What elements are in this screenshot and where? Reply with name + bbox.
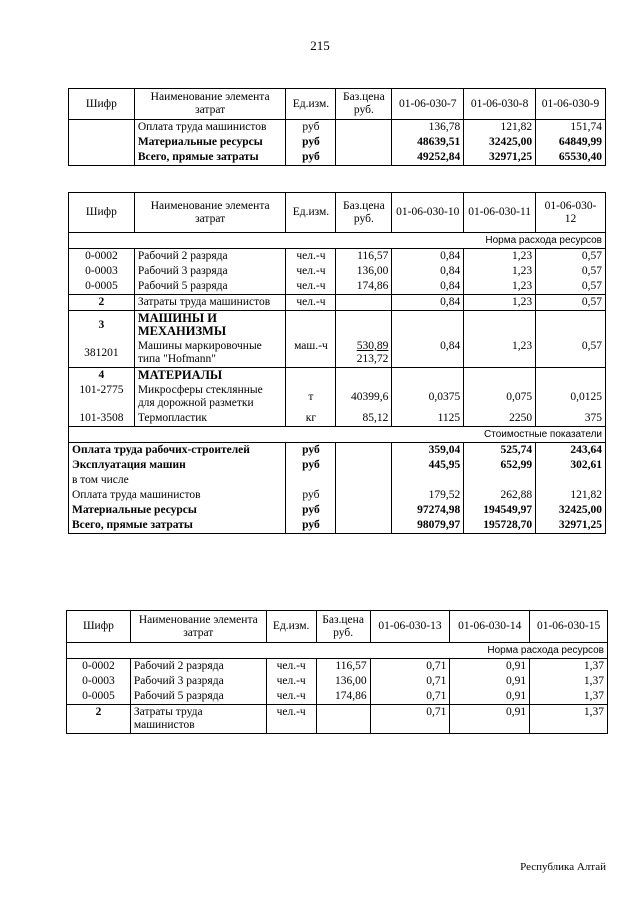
row-v1: 0,84 [392, 264, 464, 279]
row-v3: 1,37 [530, 674, 608, 689]
row-v1: 0,84 [392, 295, 464, 311]
row-base: 136,00 [316, 674, 370, 689]
row-v3: 375 [536, 411, 606, 427]
row-base-2: 213,72 [356, 353, 389, 365]
header-col2: 01-06-030-11 [464, 193, 536, 233]
row-v1: 0,71 [370, 659, 450, 675]
row-v1: 49252,84 [392, 150, 464, 166]
row-base: 40399,6 [336, 383, 392, 411]
row-v1: 179,52 [392, 488, 464, 503]
row-name: Оплата труда рабочих-строителей [69, 443, 286, 459]
row-v1: 97274,98 [392, 503, 464, 518]
row-unit: руб [286, 458, 336, 473]
norm-caption: Норма расхода ресурсов [67, 643, 608, 659]
section-title: МАШИНЫ И МЕХАНИЗМЫ [134, 311, 286, 340]
header-unit: Ед.изм. [266, 611, 316, 643]
row-base-1: 530,89 [356, 340, 389, 352]
row-v3: 32971,25 [536, 518, 606, 534]
row-v3: 0,57 [536, 279, 606, 295]
row-v2: 0,91 [450, 659, 530, 675]
row-name: Рабочий 2 разряда [134, 249, 286, 265]
row-name: Оплата труда машинистов [134, 120, 286, 136]
header-col2: 01-06-030-14 [450, 611, 530, 643]
row-base: 174,86 [336, 279, 392, 295]
row-v1: 359,04 [392, 443, 464, 459]
row-v2: 1,23 [464, 249, 536, 265]
row-name: Машины маркировочные типа "Hofmann" [134, 339, 286, 368]
header-base: Баз.цена руб. [316, 611, 370, 643]
row-name: Рабочий 3 разряда [134, 264, 286, 279]
row-name: Эксплуатация машин [69, 458, 286, 473]
section-title: МАТЕРИАЛЫ [134, 368, 286, 384]
row-name: Рабочий 5 разряда [130, 689, 266, 705]
row-base: 116,57 [316, 659, 370, 675]
row-unit: руб [286, 488, 336, 503]
row-v3: 65530,40 [536, 150, 606, 166]
row-v1: 0,84 [392, 339, 464, 368]
row-unit: руб [286, 135, 336, 150]
row-unit: чел.-ч [286, 249, 336, 265]
row-unit: чел.-ч [286, 279, 336, 295]
row-v3: 64849,99 [536, 135, 606, 150]
row-name: Оплата труда машинистов [69, 488, 286, 503]
row-unit: руб [286, 150, 336, 166]
header-col3: 01-06-030-12 [536, 193, 606, 233]
header-unit: Ед.изм. [286, 193, 336, 233]
row-v1: 0,71 [370, 674, 450, 689]
header-name: Наименование элемента затрат [130, 611, 266, 643]
row-name: Затраты труда машинистов [130, 705, 266, 734]
row-v3: 243,64 [536, 443, 606, 459]
row-unit: руб [286, 518, 336, 534]
header-col1: 01-06-030-13 [370, 611, 450, 643]
row-note: в том числе [69, 473, 286, 488]
row-code: 0-0002 [69, 249, 135, 265]
row-v3: 0,57 [536, 264, 606, 279]
row-v2: 1,23 [464, 339, 536, 368]
header-col1: 01-06-030-7 [392, 89, 464, 120]
row-name: Материальные ресурсы [69, 503, 286, 518]
row-v3: 0,57 [536, 339, 606, 368]
row-v2: 2250 [464, 411, 536, 427]
row-v1: 0,84 [392, 279, 464, 295]
row-base: 116,57 [336, 249, 392, 265]
row-v1: 0,71 [370, 689, 450, 705]
row-v2: 1,23 [464, 279, 536, 295]
row-code: 101-2775 [69, 383, 135, 411]
row-name: Рабочий 5 разряда [134, 279, 286, 295]
row-base: 85,12 [336, 411, 392, 427]
row-code: 0-0005 [69, 279, 135, 295]
row-v2: 0,91 [450, 689, 530, 705]
header-base: Баз.цена руб. [336, 193, 392, 233]
row-v3: 1,37 [530, 659, 608, 675]
row-v1: 0,71 [370, 705, 450, 734]
header-col3: 01-06-030-9 [536, 89, 606, 120]
row-unit: маш.-ч [286, 339, 336, 368]
row-v2: 0,91 [450, 705, 530, 734]
row-v2: 0,91 [450, 674, 530, 689]
row-v1: 98079,97 [392, 518, 464, 534]
row-v1: 48639,51 [392, 135, 464, 150]
row-name: Затраты труда машинистов [134, 295, 286, 311]
row-v1: 445,95 [392, 458, 464, 473]
header-col3: 01-06-030-15 [530, 611, 608, 643]
section-code: 3 [69, 311, 135, 340]
row-v2: 32425,00 [464, 135, 536, 150]
row-code: 2 [69, 295, 135, 311]
row-code: 0-0005 [67, 689, 131, 705]
row-v1: 0,84 [392, 249, 464, 265]
header-base: Баз.цена руб. [336, 89, 392, 120]
row-unit: т [286, 383, 336, 411]
header-name: Наименование элемента затрат [134, 193, 286, 233]
row-name: Рабочий 3 разряда [130, 674, 266, 689]
row-unit: чел.-ч [266, 659, 316, 675]
row-v3: 121,82 [536, 488, 606, 503]
row-v2: 525,74 [464, 443, 536, 459]
row-code: 381201 [69, 339, 135, 368]
row-code: 0-0003 [67, 674, 131, 689]
row-v2: 0,075 [464, 383, 536, 411]
row-name: Термопластик [134, 411, 286, 427]
row-name: Микросферы стеклянные для дорожной разметки [134, 383, 286, 411]
row-name: Всего, прямые затраты [134, 150, 286, 166]
header-name: Наименование элемента затрат [134, 89, 286, 120]
header-shifr: Шифр [69, 89, 135, 120]
row-unit: чел.-ч [286, 264, 336, 279]
row-v3: 0,57 [536, 249, 606, 265]
row-name: Всего, прямые затраты [69, 518, 286, 534]
row-unit: чел.-ч [286, 295, 336, 311]
row-v2: 1,23 [464, 264, 536, 279]
row-v3: 0,57 [536, 295, 606, 311]
header-shifr: Шифр [67, 611, 131, 643]
row-unit: кг [286, 411, 336, 427]
row-code: 2 [67, 705, 131, 734]
row-name: Материальные ресурсы [134, 135, 286, 150]
row-name: Рабочий 2 разряда [130, 659, 266, 675]
row-v2: 195728,70 [464, 518, 536, 534]
row-unit: руб [286, 503, 336, 518]
cost-caption: Стоимостные показатели [69, 427, 606, 443]
row-v1: 0,0375 [392, 383, 464, 411]
footer-region: Республика Алтай [520, 861, 606, 873]
row-v2: 32971,25 [464, 150, 536, 166]
header-col1: 01-06-030-10 [392, 193, 464, 233]
row-unit: руб [286, 443, 336, 459]
row-base: 174,86 [316, 689, 370, 705]
row-v2: 1,23 [464, 295, 536, 311]
section-code: 4 [69, 368, 135, 384]
row-v3: 1,37 [530, 689, 608, 705]
row-code: 0-0002 [67, 659, 131, 675]
page-number: 215 [310, 38, 330, 53]
row-v3: 1,37 [530, 705, 608, 734]
row-v3: 32425,00 [536, 503, 606, 518]
row-unit: чел.-ч [266, 705, 316, 734]
header-unit: Ед.изм. [286, 89, 336, 120]
row-unit: чел.-ч [266, 689, 316, 705]
row-v2: 262,88 [464, 488, 536, 503]
row-v3: 302,61 [536, 458, 606, 473]
row-v3: 151,74 [536, 120, 606, 136]
row-unit: руб [286, 120, 336, 136]
row-code: 101-3508 [69, 411, 135, 427]
header-col2: 01-06-030-8 [464, 89, 536, 120]
row-base: 136,00 [336, 264, 392, 279]
header-shifr: Шифр [69, 193, 135, 233]
table-2 [68, 192, 606, 534]
row-v1: 136,78 [392, 120, 464, 136]
row-v3: 0,0125 [536, 383, 606, 411]
table-3 [66, 610, 608, 734]
table-1 [68, 88, 606, 166]
row-v2: 121,82 [464, 120, 536, 136]
norm-caption: Норма расхода ресурсов [69, 233, 606, 249]
row-v2: 194549,97 [464, 503, 536, 518]
row-v1: 1125 [392, 411, 464, 427]
row-unit: чел.-ч [266, 674, 316, 689]
row-code: 0-0003 [69, 264, 135, 279]
row-v2: 652,99 [464, 458, 536, 473]
